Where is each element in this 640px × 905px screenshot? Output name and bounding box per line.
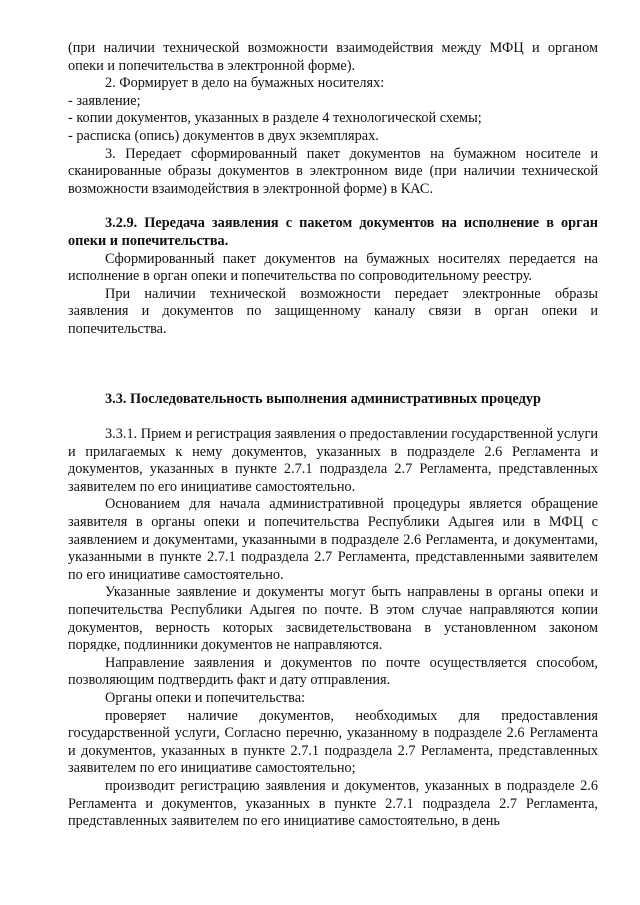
spacer xyxy=(68,408,598,426)
paragraph: производит регистрацию заявления и документов, указанных в подразделе 2.6 Регламента и документов, указанных в пункте 2.7.1 подраздела 2.7 Регламента, представленных заявителем по его инициативе самостоятельно, в день xyxy=(68,777,598,830)
paragraph-continuation: (при наличии технической возможности взаимодействия между МФЦ и органом опеки и попечительства в электронной форме). xyxy=(68,40,598,74)
paragraph: Органы опеки и попечительства: xyxy=(105,690,306,706)
document-page xyxy=(68,40,598,831)
paragraph: Направление заявления и документов по почте осуществляется способом, позволяющим подтвердить факт и дату отправления. xyxy=(68,654,598,689)
paragraph: Сформированный пакет документов на бумажных носителях передается на исполнение в орган опеки и попечительства по сопроводительному реестру. xyxy=(68,250,598,285)
list-item: - копии документов, указанных в разделе 4 технологической схемы; xyxy=(68,110,482,127)
section-heading-3-3: 3.3. Последовательность выполнения административных процедур xyxy=(105,390,541,407)
paragraph: Основанием для начала административной процедуры является обращение заявителя в органы опеки и попечительства Республики Адыгея или в МФЦ с заявлением и документами, указанными в подразделе 2.6 Регламента, и документами, указанными в пункте 2.7.1 подраздела 2.7 Регламента, представленными заявителем по его инициативе самостоятельно. xyxy=(68,496,598,583)
list-item: - расписка (опись) документов в двух экземплярах. xyxy=(68,127,379,144)
paragraph: При наличии технической возможности передает электронные образы заявления и документов по защищенному каналу связи в орган опеки и попечительства. xyxy=(68,285,598,337)
paragraph-3-3-1: 3.3.1. Прием и регистрация заявления о предоставлении государственной услуги и прилагаемых к нему документов, указанных в подразделе 2.6 Регламента и документов, указанных в пункте 2.7.1 подраздела 2.7 Регламента, представленных заявителем по его инициативе самостоятельно. xyxy=(68,426,598,495)
section-heading-3-2-9: 3.2.9. Передача заявления с пакетом документов на исполнение в орган опеки и попечительства. xyxy=(68,215,598,249)
spacer xyxy=(68,198,598,215)
paragraph: проверяет наличие документов, необходимых для предоставления государственной услуги, Согласно перечню, указанному в подразделе 2.6 Регламента и документов, указанных в пункте 2.7.1 подраздела 2.7 Регламента, представленных заявителем по его инициативе самостоятельно; xyxy=(68,707,598,777)
paragraph-item-3: 3. Передает сформированный пакет документов на бумажном носителе и сканированные образы документов в электронном виде (при наличии технической возможности взаимодействия в электронной форме) в КАС. xyxy=(68,145,598,197)
paragraph-item-2: 2. Формирует в дело на бумажных носителях: xyxy=(105,75,385,92)
list-item: - заявление; xyxy=(68,92,141,109)
spacer xyxy=(68,339,598,391)
paragraph: Указанные заявление и документы могут быть направлены в органы опеки и попечительства Республики Адыгея по почте. В этом случае направляются копии документов, верность которых засвидетельствована в установленном законом порядке, подлинники документов не направляются. xyxy=(68,584,598,654)
